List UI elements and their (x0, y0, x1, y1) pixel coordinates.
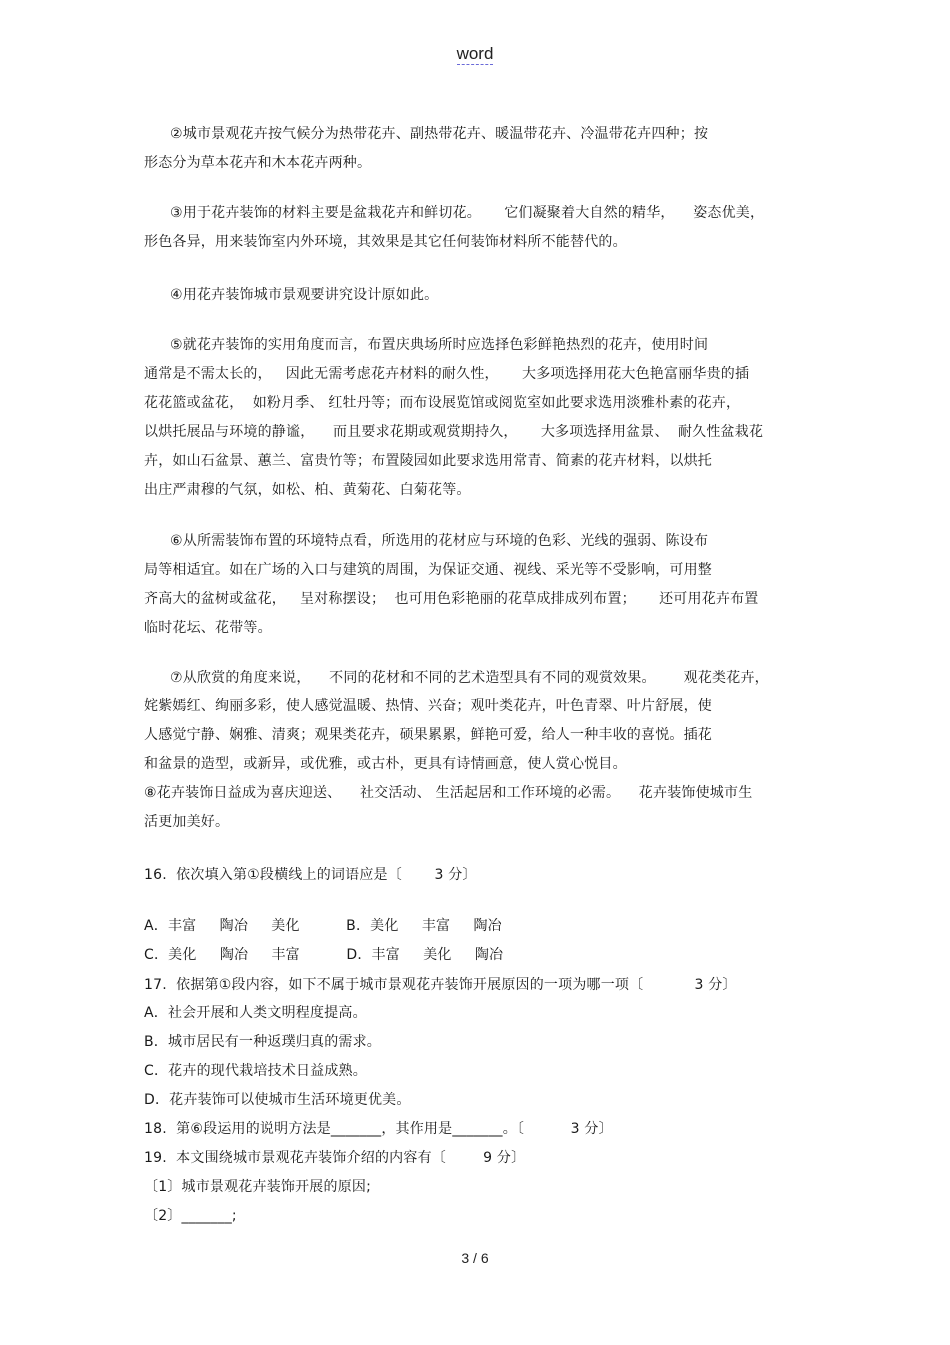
header-title: word (456, 44, 494, 63)
question-line: 16. 依次填入第①段横线上的词语应是〔 3 分〕 (144, 867, 477, 883)
question-line: 18. 第⑥段运用的说明方法是_______，其作用是_______。〔 3 分〕 (144, 1121, 613, 1137)
text-line: 齐高大的盆树或盆花， 呈对称摆设； 也可用色彩艳丽的花草成排成列布置； 还可用花卉布置 (144, 591, 759, 607)
text-line: ④用花卉装饰城市景观要讲究设计原如此。 (170, 287, 439, 303)
text-line: ⑧花卉装饰日益成为喜庆迎送、 社交活动、 生活起居和工作环境的必需。 花卉装饰使城市生 (144, 785, 753, 801)
option-line: D．花卉装饰可以使城市生活环境更优美。 (144, 1092, 411, 1108)
option-line: C．花卉的现代栽培技术日益成熟。 (144, 1063, 367, 1079)
text-line: 局等相适宜。如在广场的入口与建筑的周围，为保证交通、视线、采光等不受影响，可用整 (144, 562, 712, 578)
text-line: 花花篮或盆花， 如粉月季、 红牡丹等；而布设展览馆或阅览室如此要求选用淡雅朴素的花卉， (144, 395, 741, 411)
text-line: ②城市景观花卉按气候分为热带花卉、副热带花卉、暖温带花卉、冷温带花卉四种；按 (170, 126, 709, 142)
text-line: 出庄严肃穆的气氛，如松、柏、黄菊花、白菊花等。 (144, 482, 471, 498)
option-line: A．社会开展和人类文明程度提高。 (144, 1005, 367, 1021)
text-line: ③用于花卉装饰的材料主要是盆栽花卉和鲜切花。 它们凝聚着大自然的精华， 姿态优美， (170, 205, 765, 221)
text-line: 以烘托展品与环境的静谧， 而且要求花期或观赏期持久， 大多项选择用盆景、 耐久性盆栽花 (144, 424, 764, 440)
document-header (0, 44, 950, 64)
answer-line: 〔1〕城市景观花卉装饰开展的原因; (144, 1179, 372, 1195)
option-line: B．城市居民有一种返璞归真的需求。 (144, 1034, 382, 1050)
text-line: 和盆景的造型，或新异，或优雅，或古朴，更具有诗情画意，使人赏心悦目。 (144, 756, 627, 772)
option-line: A．丰富 陶冶 美化 B．美化 丰富 陶冶 (144, 918, 502, 934)
page-number: 3 / 6 (461, 1250, 489, 1266)
question-line: 17. 依据第①段内容，如下不属于城市景观花卉装饰开展原因的一项为哪一项〔 3 分〕 (144, 977, 737, 993)
text-line: 姹紫嫣红、绚丽多彩，使人感觉温暖、热情、兴奋；观叶类花卉，叶色青翠、叶片舒展，使 (144, 698, 712, 714)
text-line: 通常是不需太长的， 因此无需考虑花卉材料的耐久性， 大多项选择用花大色艳富丽华贵的插 (144, 366, 750, 382)
option-line: C．美化 陶冶 丰富 D．丰富 美化 陶冶 (144, 947, 504, 963)
text-line: 形色各异，用来装饰室内外环境，其效果是其它任何装饰材料所不能替代的。 (144, 234, 627, 250)
text-line: 形态分为草本花卉和木本花卉两种。 (144, 155, 372, 171)
text-line: 临时花坛、花带等。 (144, 620, 272, 636)
text-line: ⑦从欣赏的角度来说， 不同的花材和不同的艺术造型具有不同的观赏效果。 观花类花卉， (170, 670, 769, 686)
answer-line: 〔2〕_______; (144, 1208, 237, 1224)
text-line: 活更加美好。 (144, 814, 230, 830)
text-line: ⑤就花卉装饰的实用角度而言，布置庆典场所时应选择色彩鲜艳热烈的花卉，使用时间 (170, 337, 709, 353)
question-line: 19. 本文围绕城市景观花卉装饰介绍的内容有〔 9 分〕 (144, 1150, 526, 1166)
text-line: 人感觉宁静、娴雅、清爽；观果类花卉，硕果累累，鲜艳可爱，给人一种丰收的喜悦。插花 (144, 727, 712, 743)
text-line: 卉，如山石盆景、蕙兰、富贵竹等；布置陵园如此要求选用常青、简素的花卉材料，以烘托 (144, 453, 712, 469)
text-line: ⑥从所需装饰布置的环境特点看，所选用的花材应与环境的色彩、光线的强弱、陈设布 (170, 533, 709, 549)
